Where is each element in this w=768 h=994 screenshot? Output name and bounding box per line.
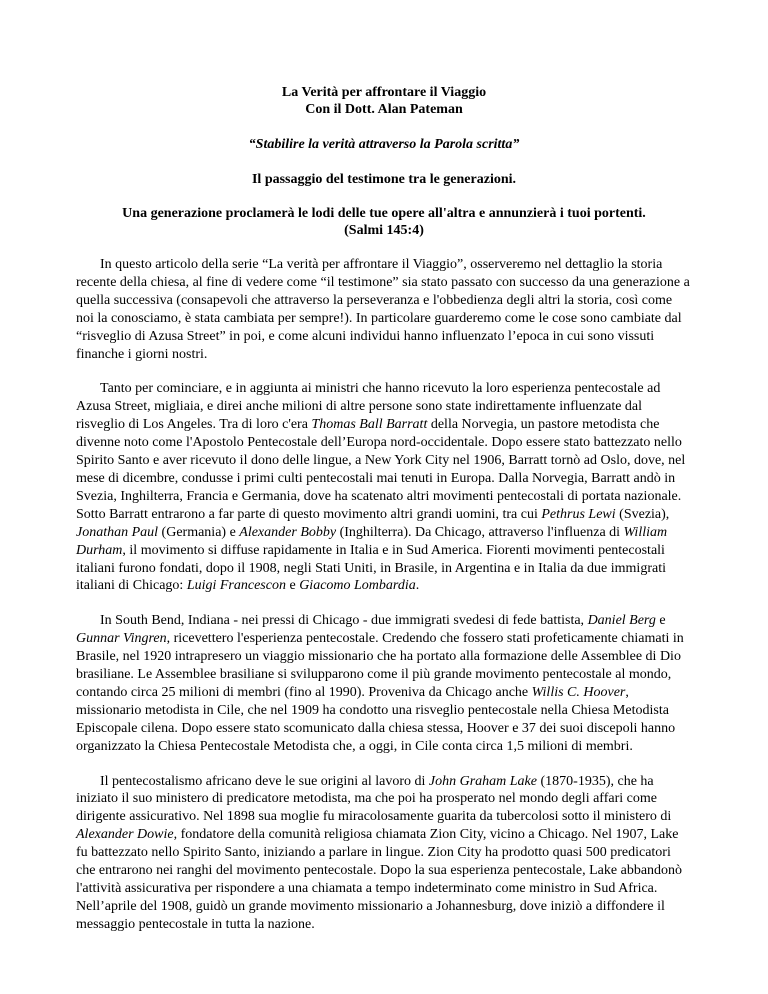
paragraph-europe (76, 380, 692, 595)
person-name: Giacomo Lombardia (299, 578, 416, 594)
text-run: , il movimento si diffuse rapidamente in Italia e in Sud America. Fiorenti movimenti pentecostali italiani furono fondati, dopo il 1908, negli Stati Uniti, in Brasile, in Argentina e in Italia da due immigrati italiani di Chicago: (76, 542, 666, 594)
verse-reference: (Salmi 145:4) (344, 223, 424, 238)
paragraph-africa (76, 773, 692, 934)
person-name: Willis C. Hoover (531, 684, 626, 700)
text-run: (1870-1935), che ha iniziato il suo ministero di predicatore metodista, ma che poi ha prosperato nel mondo degli affari come dirigente assicurativo. Nel 1898 sua moglie fu miracolosamente guarita da tubercolosi sotto il ministero di (76, 773, 672, 825)
paragraph-south-america (76, 612, 692, 755)
text-run: Tanto per cominciare, e in aggiunta ai ministri che hanno ricevuto la loro esperienza pentecostale ad Azusa Street, migliaia, e direi anche milioni di altre persone sono state indirettamente influenzate dal risveglio di Los Angeles. Tra di loro c'era (76, 381, 661, 433)
text-run: , ricevettero l'esperienza pentecostale. Credendo che fossero stati profeticamente chiamati in Brasile, nel 1920 intrapresero un viaggio missionario che ha portato alla formazione delle Assemblee di Dio brasiliane. Le Assemblee brasiliane si svilupparono come il più grande movimento pentecostale al mondo, contando circa 25 milioni di membri (fino al 1990). Proveniva da Chicago anche (76, 631, 684, 700)
document-subtitle: “Stabilire la verità attraverso la Parola scritta” (248, 137, 520, 152)
person-name: William Durham (76, 524, 668, 558)
text-run: e (655, 613, 666, 629)
text-run: della Norvegia, un pastore metodista che divenne noto come l'Apostolo Pentecostale dell’Europa nord-occidentale. Dopo essere stato battezzato nello Spirito Santo e aver ricevuto il dono delle lingue, a New York City nel 1906, Barratt tornò ad Oslo, dove, nel mese di dicembre, condusse i primi culti pentecostali mai tenuti in Europa. Dalla Norvegia, Barratt andò in Svezia, Inghilterra, Francia e Germania, dove ha scatenato altri movimenti pentecostali di portata nazionale. Sotto Barratt entrarono a far parte di questo movimento altri grandi uomini, tra cui (76, 417, 686, 522)
paragraph-intro: In questo articolo della serie “La verità per affrontare il Viaggio”, osserveremo nel dettaglio la storia recente della chiesa, al fine di vedere come “il testimone” sia stato passato con successo da una generazione a quella successiva (consapevoli che attraverso la perseveranza e l'obbedienza degli altri la storia, così come noi la conosciamo, è stata cambiata per sempre!). In particolare guarderemo come le cose sono cambiate dal “risveglio di Azusa Street” in poi, e come alcuni individui hanno influenzato l’epoca in cui sono vissuti finanche i giorni nostri. (76, 257, 690, 362)
person-name: Daniel Berg (587, 613, 656, 629)
author-line: Con il Dott. Alan Pateman (305, 102, 463, 117)
person-name: Luigi Francescon (186, 578, 286, 594)
scripture-verse (76, 205, 692, 239)
person-name: Jonathan Paul (76, 524, 159, 540)
text-run: (Svezia), (615, 506, 670, 522)
person-name: Gunnar Vingren (76, 631, 167, 647)
text-run: , fondatore della comunità religiosa chiamata Zion City, vicino a Chicago. Nel 1907, Lake fu battezzato nello Spirito Santo, iniziando a parlare in lingue. Zion City ha prodotto quasi 500 predicatori che entrarono nei ranghi del movimento pentecostale. Dopo la sua esperienza pentecostale, Lake abbandonò l'attività assicurativa per rispondere a una chiamata a tempo indeterminato come ministro in Sud Africa. Nell’aprile del 1908, guidò un grande movimento missionario a Johannesburg, dove iniziò a diffondere il messaggio pentecostale in tutta la nazione. (76, 827, 683, 932)
section-heading: Il passaggio del testimone tra le generazioni. (251, 172, 517, 187)
text-run: , missionario metodista in Cile, che nel 1909 ha condotto una risveglio pentecostale nella Chiesa Metodista Episcopale cilena. Dopo essere stato scomunicato dalla chiesa stessa, Hoover e 37 dei suoi discepoli hanno organizzato la Chiesa Pentecostale Metodista che, a oggi, in Cile conta circa 1,5 milioni di membri. (76, 684, 676, 754)
person-name: Alexander Bobby (239, 524, 337, 540)
document-title (76, 84, 692, 118)
text-run: (Inghilterra). Da Chicago, attraverso l'influenza di (336, 524, 624, 540)
person-name: Thomas Ball Barratt (311, 417, 428, 433)
text-run: (Germania) e (158, 524, 240, 540)
verse-text: Una generazione proclamerà le lodi delle tue opere all'altra e annunzierà i tuoi portenti. (122, 206, 646, 221)
person-name: Alexander Dowie (76, 827, 174, 843)
text-run: In South Bend, Indiana - nei pressi di Chicago - due immigrati svedesi di fede battista, (100, 613, 588, 629)
text-run: Il pentecostalismo africano deve le sue origini al lavoro di (100, 773, 429, 789)
title-line: La Verità per affrontare il Viaggio (281, 85, 487, 100)
text-run: e (285, 578, 300, 594)
person-name: Pethrus Lewi (541, 506, 616, 522)
person-name: John Graham Lake (428, 773, 537, 789)
text-run: . (415, 578, 420, 594)
